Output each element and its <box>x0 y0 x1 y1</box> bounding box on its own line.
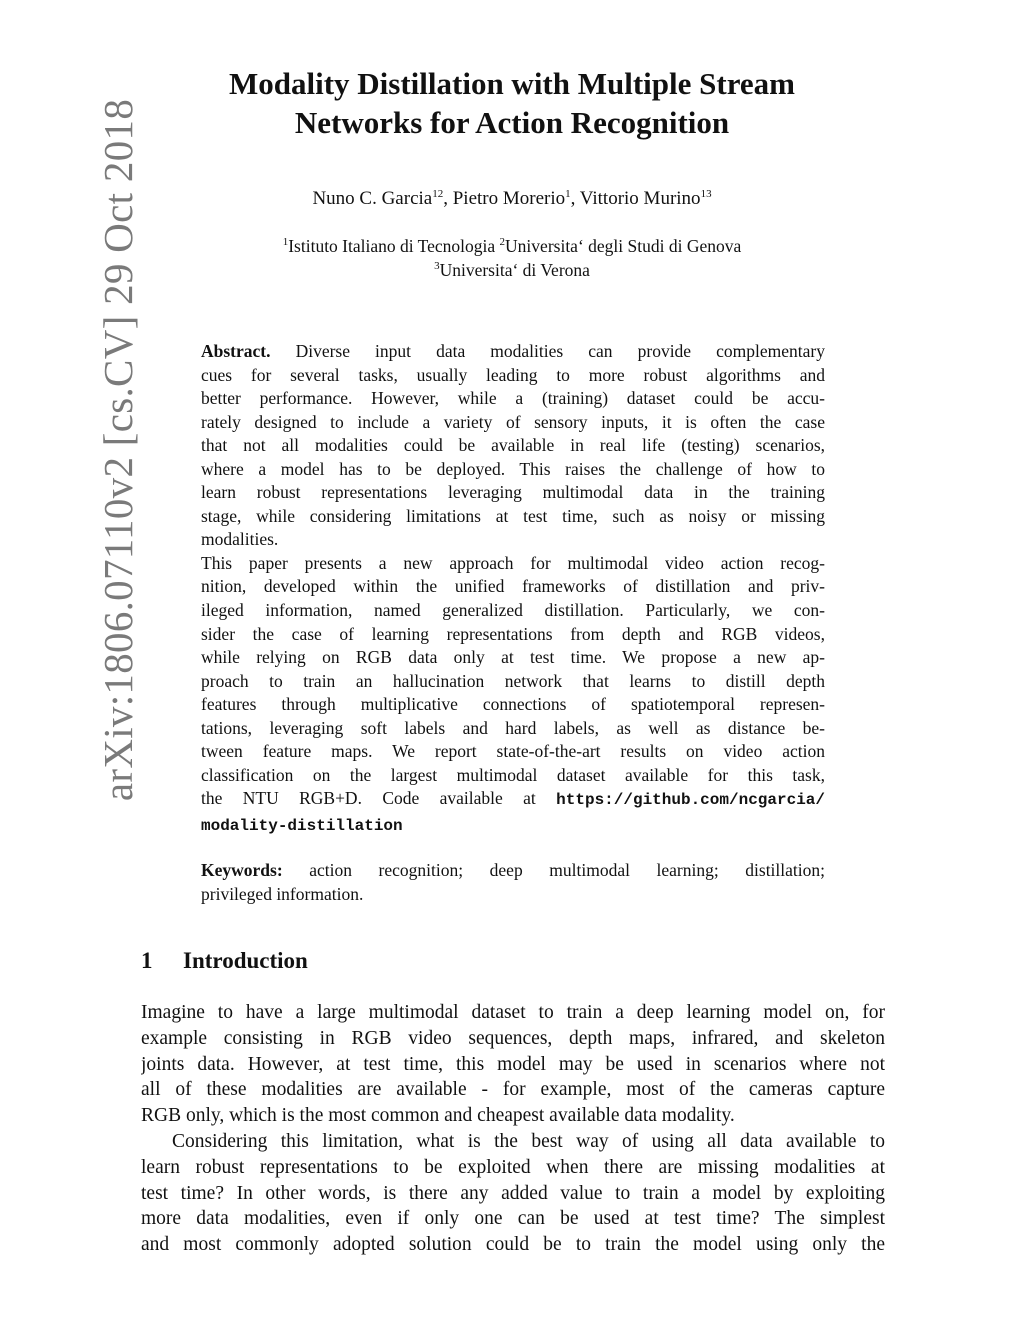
abstract-line: while relying on RGB data only at test time. We propose a new ap- <box>201 647 825 668</box>
author-name: , Pietro Morerio <box>443 188 566 209</box>
abstract-line: better performance. However, while a (training) dataset could be accu- <box>201 388 825 409</box>
abstract-text: the NTU RGB+D. Code available at <box>201 788 557 809</box>
abstract-line <box>201 787 825 813</box>
code-link[interactable]: modality-distillation <box>201 816 403 835</box>
abstract-line: cues for several tasks, usually leading to more robust algorithms and <box>201 364 825 385</box>
paragraph-line: RGB only, which is the most common and cheapest available data modality. <box>141 1105 735 1127</box>
body-text <box>141 1000 885 1258</box>
keywords-line <box>201 859 825 883</box>
abstract-line: tween feature maps. We report state-of-the-art results on video action <box>201 741 825 762</box>
abstract-line: stage, while considering limitations at test time, such as noisy or missing <box>201 505 825 526</box>
abstract-line: classification on the largest multimodal dataset available for this task, <box>201 764 825 785</box>
abstract-line: that not all modalities could be available in real life (testing) scenarios, <box>201 435 825 456</box>
abstract-line: modalities. <box>201 529 279 550</box>
author-name: Nuno C. Garcia <box>312 188 433 209</box>
abstract-line: This paper presents a new approach for multimodal video action recog- <box>201 552 825 573</box>
affiliations <box>0 234 1024 282</box>
affiliation: Istituto Italiano di Tecnologia <box>288 236 500 256</box>
title-line: Modality Distillation with Multiple Stream <box>228 66 796 101</box>
arxiv-stamp: arXiv:1806.07110v2 [cs.CV] 29 Oct 2018 <box>95 98 141 802</box>
title-line: Networks for Action Recognition <box>294 105 730 140</box>
paragraph-line: learn robust representations to be exploited when there are missing modalities at <box>141 1156 885 1178</box>
keywords-text: action recognition; deep multimodal learning; distillation; <box>282 860 825 880</box>
author-affil-mark: 12 <box>432 188 444 200</box>
paper-title <box>0 64 1024 142</box>
author-affil-mark: 1 <box>565 188 571 200</box>
abstract-line: sider the case of learning representations from depth and RGB videos, <box>201 623 825 644</box>
abstract-line: learn robust representations leveraging multimodal data in the training <box>201 482 825 503</box>
author-name: , Vittorio Murino <box>570 188 701 209</box>
abstract-line: features through multiplicative connections of spatiotemporal represen- <box>201 694 825 715</box>
abstract <box>201 340 825 838</box>
section-title: Introduction <box>183 948 308 973</box>
paragraph-line: and most commonly adopted solution could be to train the model using only the <box>141 1234 885 1256</box>
authors <box>0 188 1024 210</box>
paragraph-line: joints data. However, at test time, this model may be used in scenarios where not <box>141 1053 885 1075</box>
abstract-line <box>201 813 825 839</box>
keywords <box>201 859 825 906</box>
paragraph-line: test time? In other words, is there any added value to train a model by exploiting <box>141 1182 885 1204</box>
paragraph-line: Imagine to have a large multimodal dataset to train a deep learning model on, for <box>141 1002 885 1023</box>
abstract-line: tations, leveraging soft labels and hard labels, as well as distance be- <box>201 717 825 738</box>
keywords-line: privileged information. <box>201 883 364 904</box>
abstract-line: proach to train an hallucination network that learns to distill depth <box>201 670 825 691</box>
abstract-text: Diverse input data modalities can provide complementary <box>270 341 825 361</box>
paragraph-line: more data modalities, even if only one can be used at test time? The simplest <box>141 1208 885 1230</box>
code-link[interactable]: https://github.com/ncgarcia/ <box>556 791 825 810</box>
paragraph-line: example consisting in RGB video sequences, depth maps, infrared, and skeleton <box>141 1027 885 1049</box>
affiliation: Universita‘ di Verona <box>439 260 590 280</box>
abstract-line: where a model has to be deployed. This raises the challenge of how to <box>201 458 825 479</box>
abstract-line: nition, developed within the unified frameworks of distillation and priv- <box>201 576 825 597</box>
affiliation: Universita‘ degli Studi di Genova <box>505 236 742 256</box>
affil-mark: 1 <box>282 236 289 248</box>
abstract-line <box>201 340 825 364</box>
paragraph-line: Considering this limitation, what is the best way of using all data available to <box>172 1130 885 1152</box>
keywords-label: Keywords: <box>201 860 283 880</box>
paragraph-line: all of these modalities are available - for example, most of the cameras capture <box>141 1079 885 1101</box>
abstract-line: rately designed to include a variety of sensory inputs, it is often the case <box>201 411 825 432</box>
abstract-label: Abstract. <box>201 341 271 361</box>
affil-mark: 3 <box>434 260 440 272</box>
author-affil-mark: 13 <box>700 188 712 200</box>
abstract-line: ileged information, named generalized distillation. Particularly, we con- <box>201 600 825 621</box>
affil-mark: 2 <box>499 236 506 248</box>
section-number: 1 <box>141 948 153 973</box>
section-heading <box>141 948 308 974</box>
